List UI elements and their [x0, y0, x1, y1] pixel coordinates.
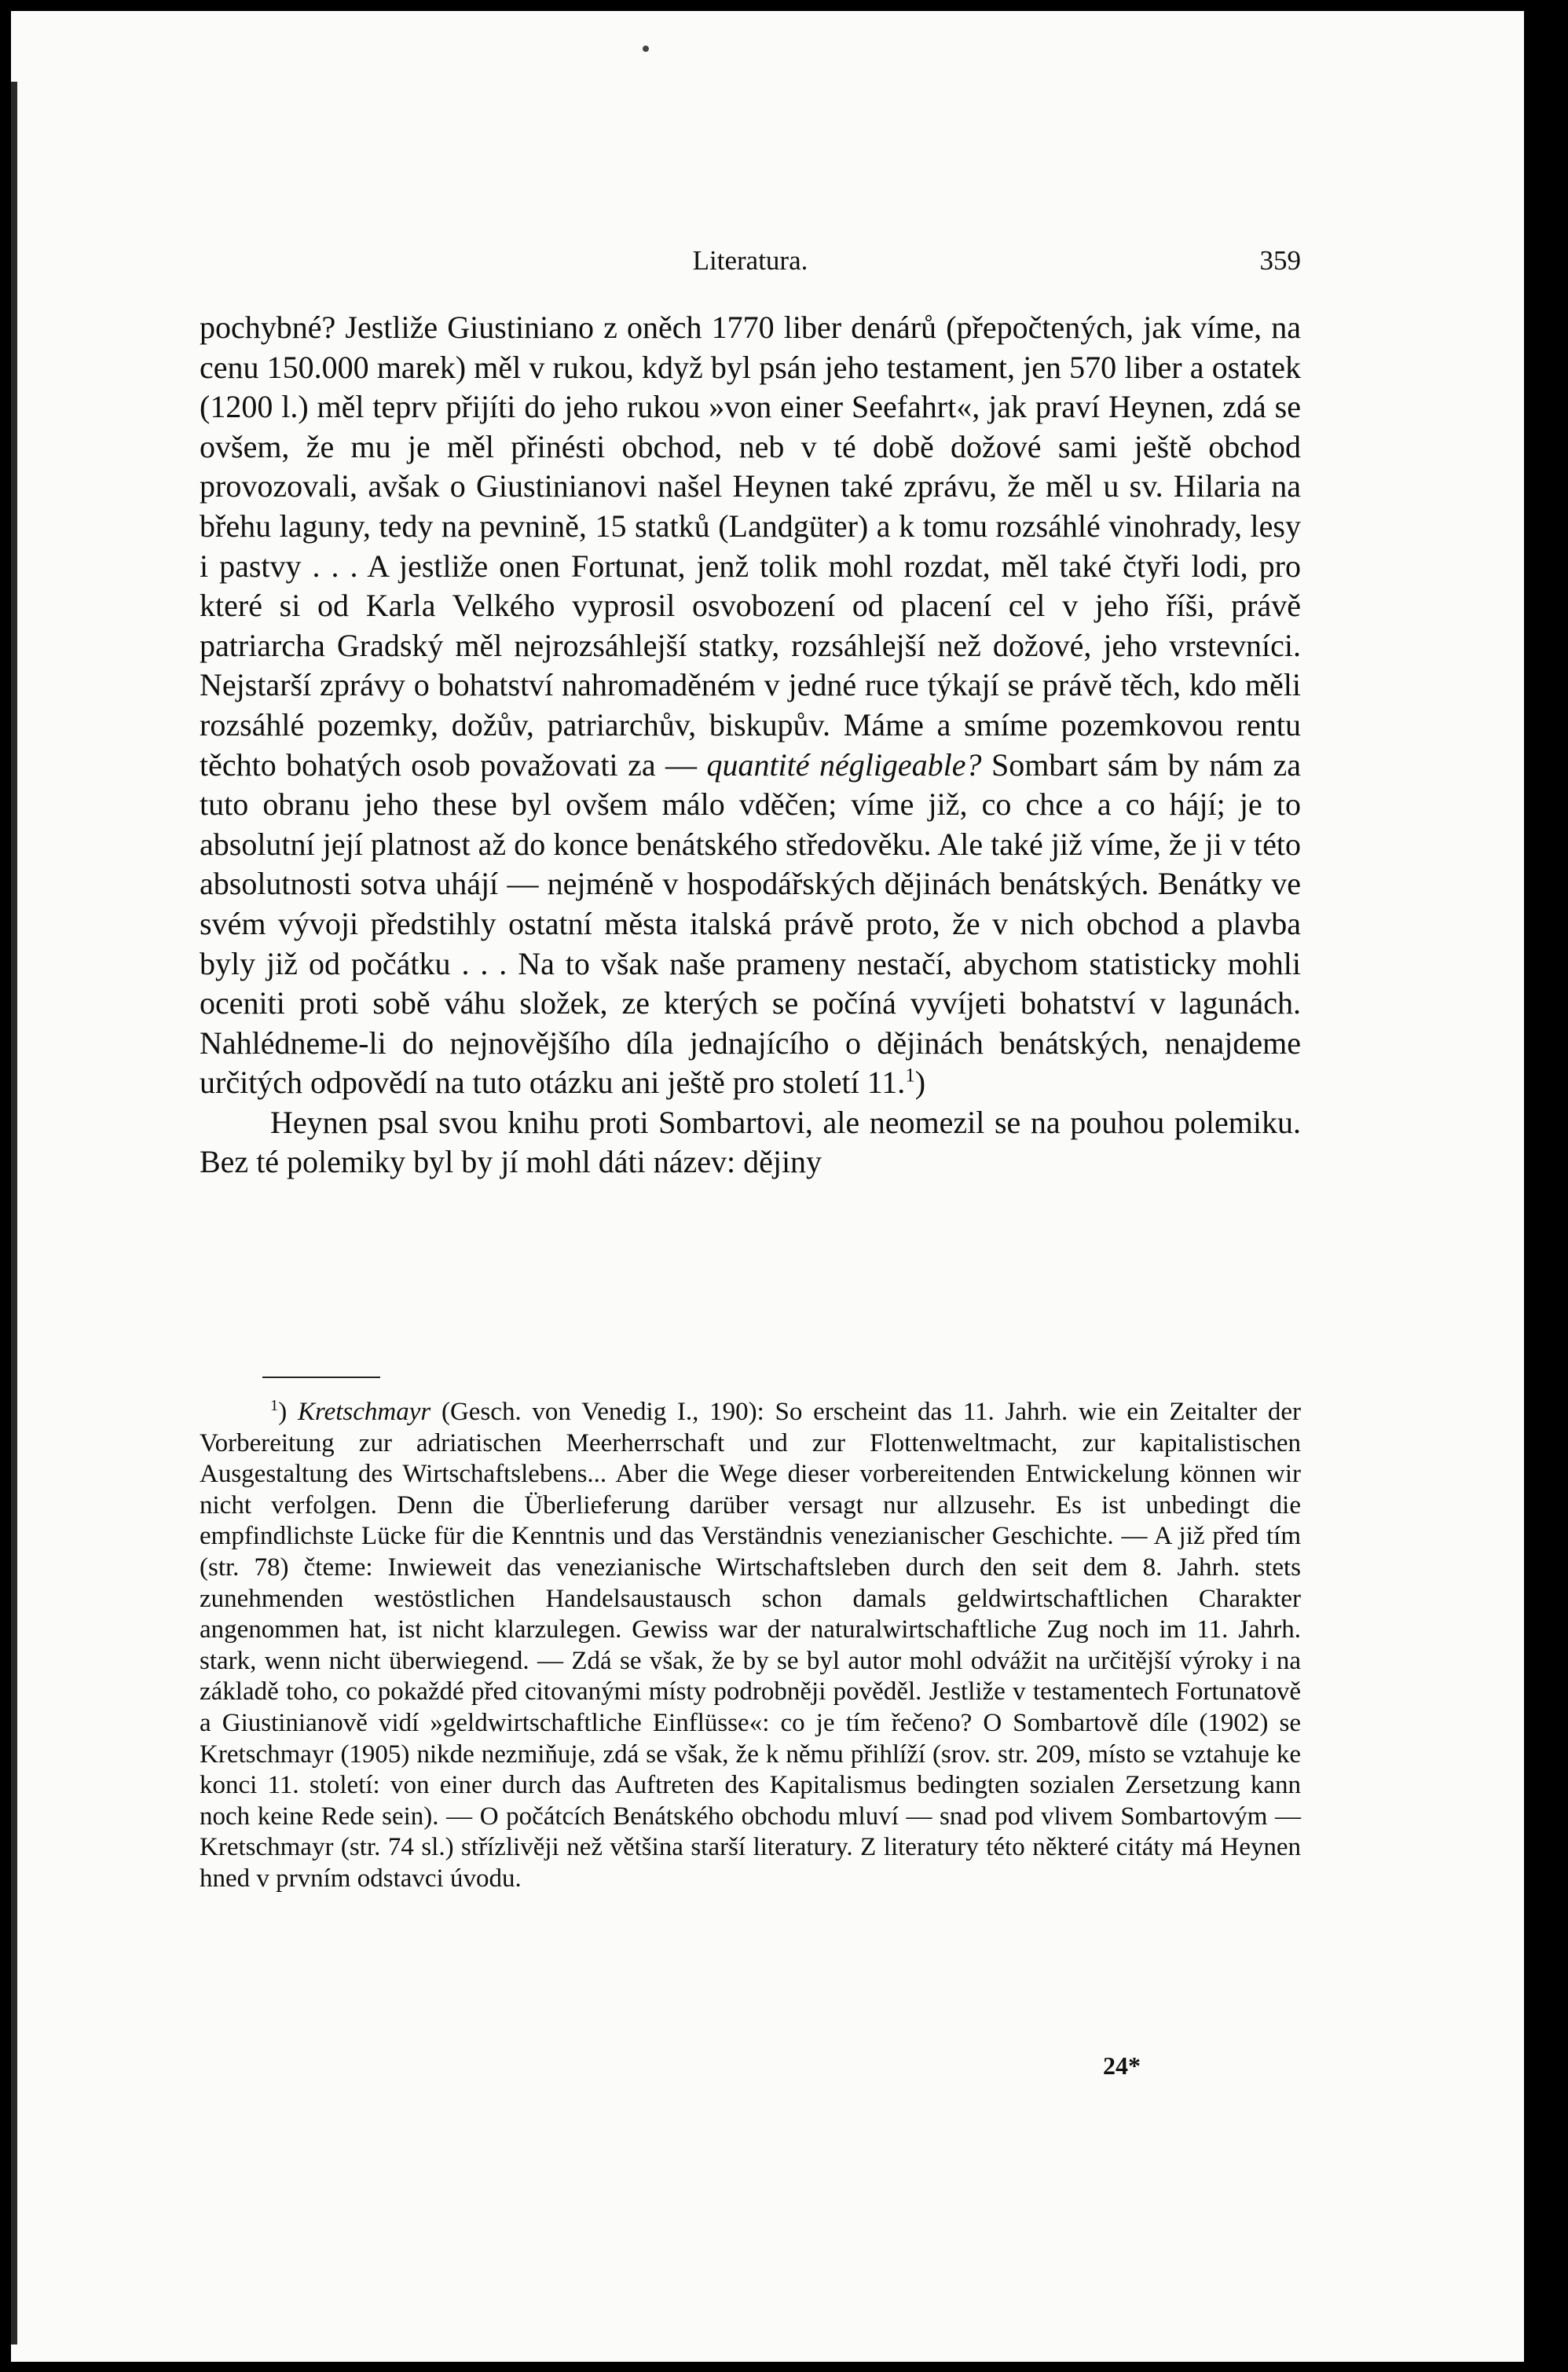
running-header [200, 244, 1301, 278]
footnote-text: (Gesch. von Venedig I., 190): So erscheint das 11. Jahrh. wie ein Zeitalter der Vorbereitung zur adriatischen Meerherrschaft und zur Flottenweltmacht, zur kapitalistischen Ausgestaltung des Wirtschaftslebens... Aber die Wege dieser vorbereitenden Entwickelung können wir nicht verfolgen. Denn die Überlieferung darüber versagt nur allzusehr. Es ist unbedingt die empfindlichste Lücke für die Kenntnis und das Verständnis venezianischer Geschichte. — A již před tím (str. 78) čteme: Inwieweit das venezianische Wirtschaftsleben durch den seit dem 8. Jahrh. stets zunehmenden westöstlichen Handelsaustausch schon damals geldwirtschaftlichen Charakter angenommen hat, ist nicht klarzulegen. Gewiss war der naturalwirtschaftliche Zug noch im 11. Jahrh. stark, wenn nicht überwiegend. — Zdá se však, že by se byl autor mohl odvážit na určitější výroky i na základě toho, co pokaždé před citovanými místy podrobněji pověděl. Jestliže v testamentech Fortunatově a Giustinianově vidí »geldwirtschaftliche Einflüsse«: co je tím řečeno? O Sombartově díle (1902) se Kretschmayr (1905) nikde nezmiňuje, zdá se však, že k němu přihlíží (srov. str. 209, místo se vztahuje ke konci 11. století: von einer durch das Auftreten des Kapitalismus bedingten sozialen Zersetzung kann noch keine Rede sein). — O počátcích Benátského obchodu mluví — snad pod vlivem Sombartovým — Kretschmayr (str. 74 sl.) střízlivěji než většina starší literatury. Z literatury této některé citáty má Heynen hned v prvním odstavci úvodu. [200, 1398, 1302, 1893]
footnote-mark-paren: ) [278, 1398, 288, 1426]
book-page [11, 11, 1524, 2362]
italic-phrase: quantité négligeable? [706, 746, 982, 783]
footnotes [200, 1397, 1301, 1895]
paragraph-text: Sombart sám by nám za tuto obranu jeho these byl ovšem málo vděčen; víme již, co chce a co hájí; je to absolutní její platnost až do konce benátského středověku. Ale také již víme, že ji v této absolutnosti sotva uhájí — nejméně v hospodářských dějinách benátských. Benátky ve svém vývoji předstihly ostatní města italská právě proto, že v nich obchod a plavba byly již od počátku . . . Na to však naše prameny nestačí, abychom statisticky mohli oceniti proti sobě váhu složek, ze kterých se počíná vyvíjeti bohatství v lagunách. Nahlédneme-li do nejnovějšího díla jednajícího o dějinách benátských, nenajdeme určitých odpovědí na tuto otázku ani ještě pro století 11. [200, 746, 1302, 1101]
paragraph: Heynen psal svou knihu proti Sombartovi, ale neomezil se na pouhou polemiku. Bez té polemiky byl by jí mohl dáti název: dějiny [200, 1104, 1301, 1180]
main-text [200, 308, 1301, 1182]
page-number: 359 [1259, 245, 1301, 276]
footnote-mark: 1 [270, 1397, 279, 1414]
paragraph-text: pochybné? Jestliže Giustiniano z oněch 1770 liber denárů (přepočtených, jak víme, na cenu 150.000 marek) měl v rukou, když byl psán jeho testament, jen 570 liber a ostatek (1200 l.) měl teprv přijíti do jeho rukou »von einer Seefahrt«, jak praví Heynen, zdá se ovšem, že mu je měl přinésti obchod, neb v té době dožové sami ještě obchod provozovali, avšak o Giustinianovi našel Heynen také zprávu, že měl u sv. Hilaria na břehu laguny, tedy na pevnině, 15 statků (Landgüter) a k tomu rozsáhlé vinohrady, lesy i pastvy . . . A jestliže onen Fortunat, jenž tolik mohl rozdat, měl také čtyři lodi, pro které si od Karla Velkého vyprosil osvobození od placení cel v jeho říši, právě patriarcha Gradský měl nejrozsáhlejší statky, rozsáhlejší než dožové, jeho vrstevníci. Nejstarší zprávy o bohatství nahromaděném v jedné ruce týkají se právě těch, kdo měli rozsáhlé pozemky, dožův, patriarchův, biskupův. Máme a smíme pozemkovou rentu těchto bohatých osob považovati za — [200, 310, 1301, 783]
footnote [200, 1397, 1301, 1895]
page-edge-shadow [11, 82, 17, 2345]
footnote-divider [262, 1377, 380, 1378]
footnote-author: Kretschmayr [297, 1398, 431, 1426]
signature-mark: 24* [1103, 2051, 1141, 2080]
running-title: Literatura. [692, 245, 808, 276]
print-speck [643, 46, 649, 52]
footnote-reference: 1 [905, 1065, 915, 1087]
footnote-reference-paren: ) [914, 1065, 926, 1101]
paragraph [200, 308, 1301, 1103]
